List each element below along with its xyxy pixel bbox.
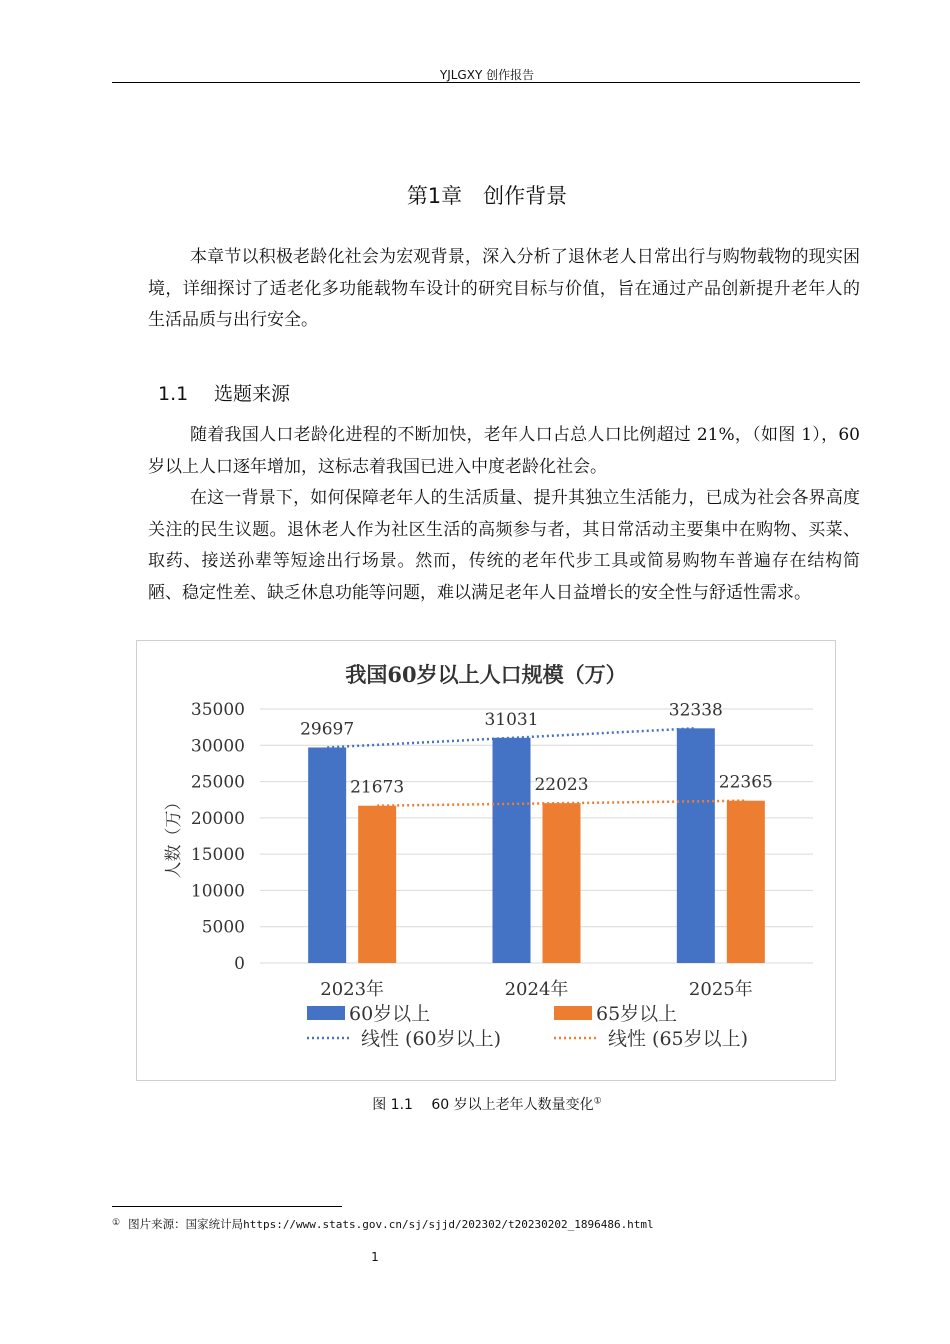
bar-1-1: [543, 803, 581, 963]
running-header: YJLGXY 创作报告: [439, 68, 535, 82]
legend-label-0: 60岁以上: [349, 1003, 431, 1025]
y-tick-label-3: 15000: [190, 845, 245, 866]
y-axis-label: 人数（万）: [164, 793, 184, 879]
chapter-title: 第1章 创作背景: [406, 184, 568, 208]
y-tick-label-4: 20000: [190, 808, 245, 829]
footnote: [112, 1216, 654, 1232]
section-number: 1.1: [158, 383, 189, 405]
data-label-1-2: 22365: [718, 772, 773, 793]
figure-caption-text: 图 1.1 60 岁以上老年人数量变化: [372, 1097, 594, 1113]
footnote-text: 图片来源：国家统计局: [128, 1217, 244, 1231]
bar-0-0: [308, 747, 346, 963]
bar-1-0: [358, 806, 396, 963]
legend-swatch-1: [554, 1006, 592, 1020]
legend-swatch-0: [307, 1006, 345, 1020]
footnote-rule: [112, 1206, 342, 1207]
section-title: 选题来源: [214, 383, 291, 405]
chart-svg: [137, 641, 835, 1080]
intro-paragraph: 本章节以积极老龄化社会为宏观背景，深入分析了退休老人日常出行与购物载物的现实困境，详细探讨了适老化多功能载物车设计的研究目标与价值，旨在通过产品创新提升老年人的生活品质与出行安全。: [148, 247, 860, 330]
figure-note-mark: ①: [593, 1096, 602, 1107]
y-tick-label-1: 5000: [201, 917, 245, 938]
page-number: 1: [371, 1250, 379, 1264]
data-label-1-0: 21673: [350, 777, 405, 798]
figure-chart: [136, 640, 836, 1081]
figure-caption: [0, 1094, 950, 1114]
legend-label-2: 线性 (60岁以上): [361, 1028, 502, 1050]
y-tick-label-6: 30000: [190, 736, 245, 757]
x-tick-label-1: 2024年: [504, 979, 569, 1000]
legend-label-1: 65岁以上: [596, 1003, 678, 1025]
section-heading: [158, 379, 290, 406]
legend-label-3: 线性 (65岁以上): [608, 1028, 749, 1050]
footnote-url: https://www.stats.gov.cn/sj/sjjd/202302/t20230202_1896486.html: [243, 1218, 654, 1231]
body-paragraph-1: 随着我国人口老龄化进程的不断加快，老年人口占总人口比例超过 21%，（如图 1），60 岁以上人口逐年增加，这标志着我国已进入中度老龄化社会。: [148, 425, 860, 477]
data-label-1-1: 22023: [534, 775, 589, 796]
chart-title: 我国60岁以上人口规模（万）: [345, 662, 627, 687]
data-label-0-0: 29697: [300, 719, 355, 740]
y-tick-label-2: 10000: [190, 881, 245, 902]
data-label-0-2: 32338: [668, 700, 723, 721]
header-rule: [112, 82, 860, 83]
y-tick-label-5: 25000: [190, 772, 245, 793]
data-label-0-1: 31031: [484, 709, 539, 730]
footnote-mark: ①: [112, 1218, 121, 1228]
bar-0-2: [677, 728, 715, 963]
y-tick-label-0: 0: [234, 954, 245, 974]
y-tick-label-7: 35000: [190, 700, 245, 720]
x-tick-label-2: 2025年: [688, 979, 753, 1000]
x-tick-label-0: 2023年: [320, 979, 385, 1000]
bar-0-1: [493, 738, 531, 963]
body-paragraph-2: 在这一背景下，如何保障老年人的生活质量、提升其独立生活能力，已成为社会各界高度关注的民生议题。退休老人作为社区生活的高频参与者，其日常活动主要集中在购物、买菜、取药、接送孙辈等短途出行场景。然而，传统的老年代步工具或简易购物车普遍存在结构简陋、稳定性差、缺乏休息功能等问题，难以满足老年人日益增长的安全性与舒适性需求。: [148, 488, 860, 603]
bar-1-2: [727, 801, 765, 963]
